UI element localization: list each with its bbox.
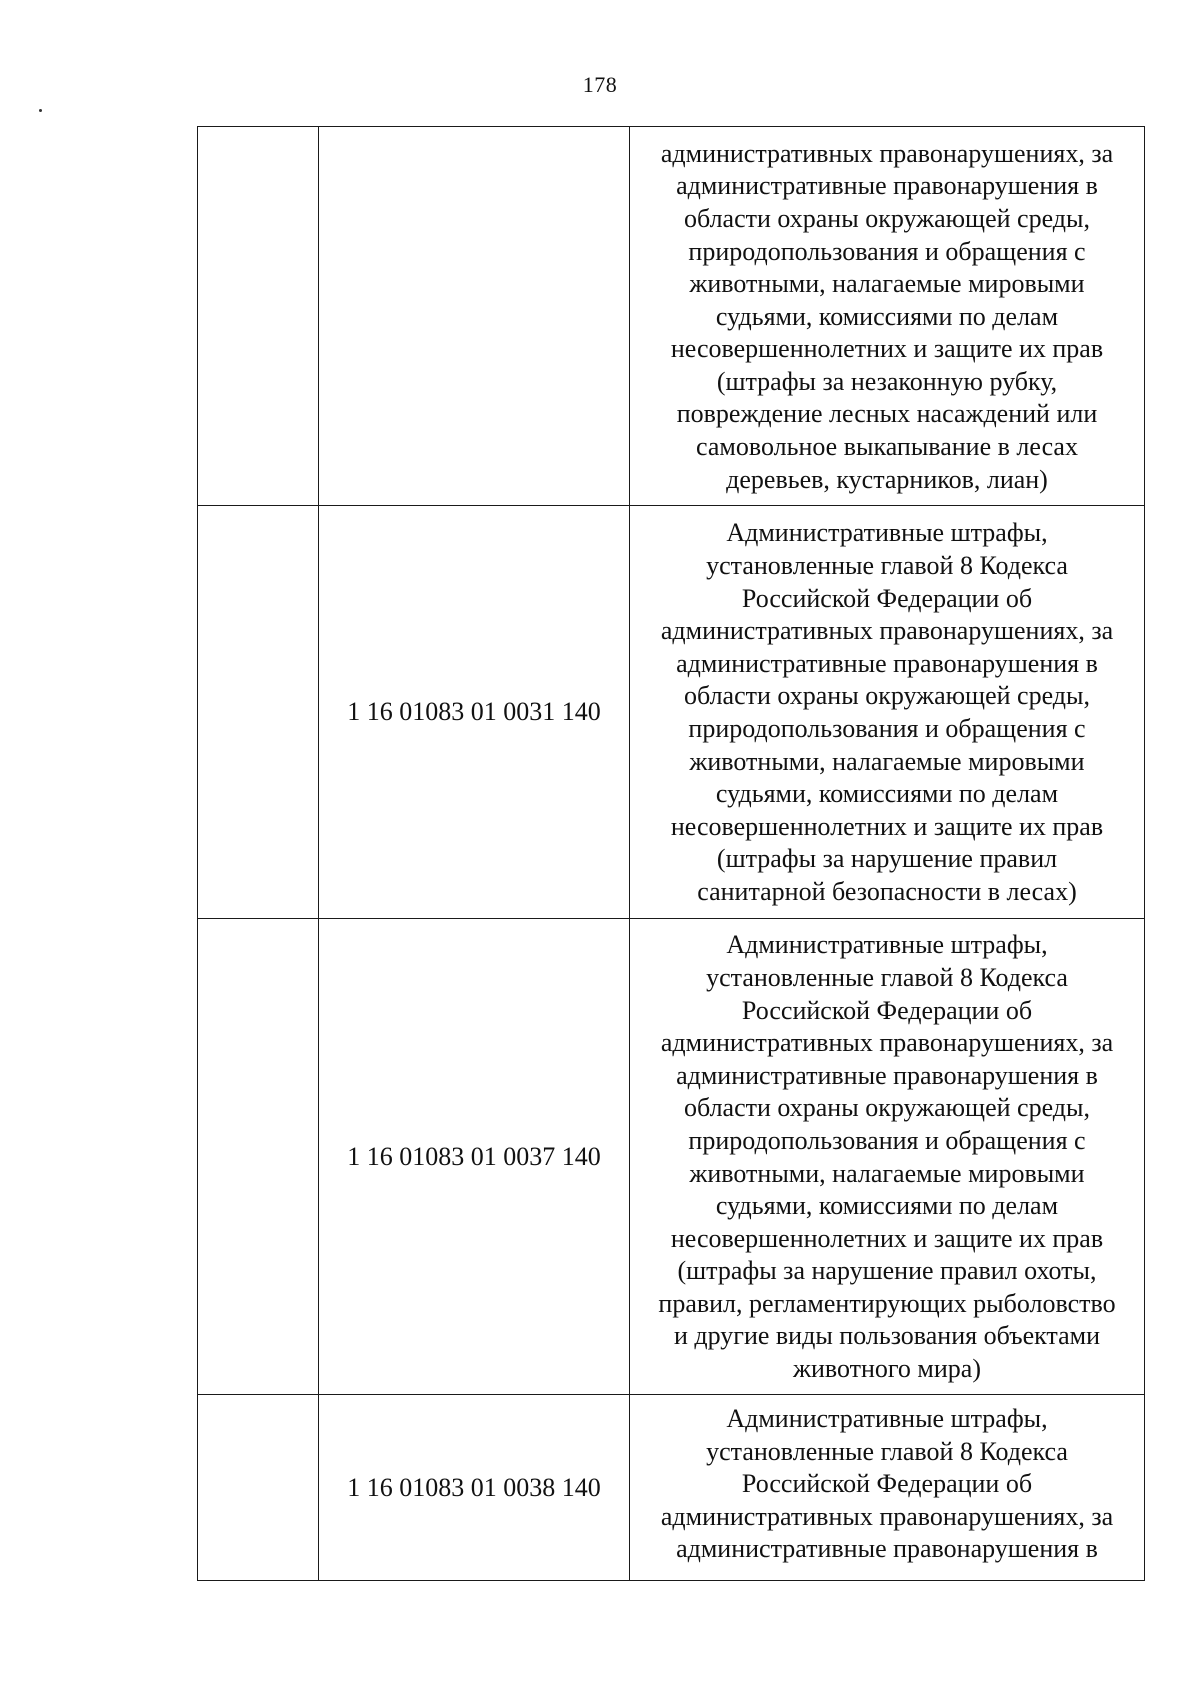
table-body	[198, 127, 1145, 1581]
description-line: области охраны окружающей среды,	[684, 681, 1090, 711]
table-row	[198, 506, 1145, 919]
budget-classification-table	[197, 126, 1145, 1581]
description-line: животного мира)	[793, 1354, 981, 1384]
description-line: природопользования и обращения с	[688, 714, 1086, 743]
description-line: судьями, комиссиями по делам	[715, 1191, 1059, 1221]
description-line: правил, регламентирующих рыболовство	[658, 1288, 1116, 1318]
description-line: административные правонарушения в	[676, 171, 1098, 201]
description-line: самовольное выкапывание в лесах	[696, 432, 1078, 462]
description-line: повреждение лесных насаждений или	[676, 399, 1098, 429]
description-line: административных правонарушениях, за	[660, 1028, 1114, 1058]
description-line: установленные главой 8 Кодекса	[706, 1436, 1068, 1466]
description-line: (штрафы за нарушение правил охоты,	[677, 1256, 1097, 1286]
budget-code-cell: 1 16 01083 01 0031 140	[319, 506, 630, 919]
admin-code-cell	[198, 506, 319, 919]
description-line: административные правонарушения в	[676, 648, 1098, 678]
description-line: Российской Федерации об	[741, 583, 1033, 613]
description-line: Административные штрафы,	[726, 518, 1048, 548]
description-line: Административные штрафы,	[726, 1404, 1048, 1433]
description-line: природопользования и обращения с	[688, 236, 1086, 266]
table-row	[198, 1395, 1145, 1581]
description-line: области охраны окружающей среды,	[684, 203, 1090, 233]
description-cell	[630, 127, 1145, 506]
description-line: санитарной безопасности в лесах)	[697, 876, 1077, 906]
description-line: Российской Федерации об	[741, 995, 1033, 1025]
description-line: административные правонарушения в	[676, 1534, 1098, 1564]
description-line: области охраны окружающей среды,	[684, 1093, 1090, 1123]
description-line: административные правонарушения в	[676, 1060, 1098, 1090]
budget-code-cell: 1 16 01083 01 0037 140	[319, 919, 630, 1395]
budget-code-cell: 1 16 01083 01 0038 140	[319, 1395, 630, 1581]
scan-speck	[39, 109, 42, 112]
description-line: несовершеннолетних и защите их прав	[670, 811, 1104, 841]
description-line: (штрафы за незаконную рубку,	[716, 366, 1058, 396]
description-cell	[630, 919, 1145, 1395]
description-line: (штрафы за нарушение правил	[716, 844, 1058, 874]
table-row	[198, 127, 1145, 506]
description-line: животными, налагаемые мировыми	[689, 746, 1085, 776]
description-cell	[630, 506, 1145, 919]
description-line: административных правонарушениях, за	[660, 138, 1114, 168]
description-line: и другие виды пользования объектами	[673, 1321, 1101, 1351]
description-line: несовершеннолетних и защите их прав	[670, 334, 1104, 364]
description-line: судьями, комиссиями по делам	[715, 301, 1059, 331]
description-line: Российской Федерации об	[741, 1469, 1033, 1499]
admin-code-cell	[198, 127, 319, 506]
description-line: животными, налагаемые мировыми	[689, 1158, 1085, 1188]
description-line: несовершеннолетних и защите их прав	[670, 1223, 1104, 1253]
description-line: судьями, комиссиями по делам	[715, 779, 1059, 809]
description-line: Административные штрафы,	[726, 930, 1048, 960]
description-line: деревьев, кустарников, лиан)	[726, 464, 1048, 494]
table-row	[198, 919, 1145, 1395]
admin-code-cell	[198, 1395, 319, 1581]
admin-code-cell	[198, 919, 319, 1395]
description-cell	[630, 1395, 1145, 1581]
budget-code-cell	[319, 127, 630, 506]
description-line: установленные главой 8 Кодекса	[706, 551, 1068, 581]
description-line: животными, налагаемые мировыми	[689, 269, 1085, 299]
description-line: административных правонарушениях, за	[660, 1501, 1114, 1531]
description-line: административных правонарушениях, за	[660, 616, 1114, 646]
description-line: природопользования и обращения с	[688, 1125, 1086, 1155]
description-line: установленные главой 8 Кодекса	[706, 962, 1068, 992]
page-number: 178	[582, 72, 618, 97]
